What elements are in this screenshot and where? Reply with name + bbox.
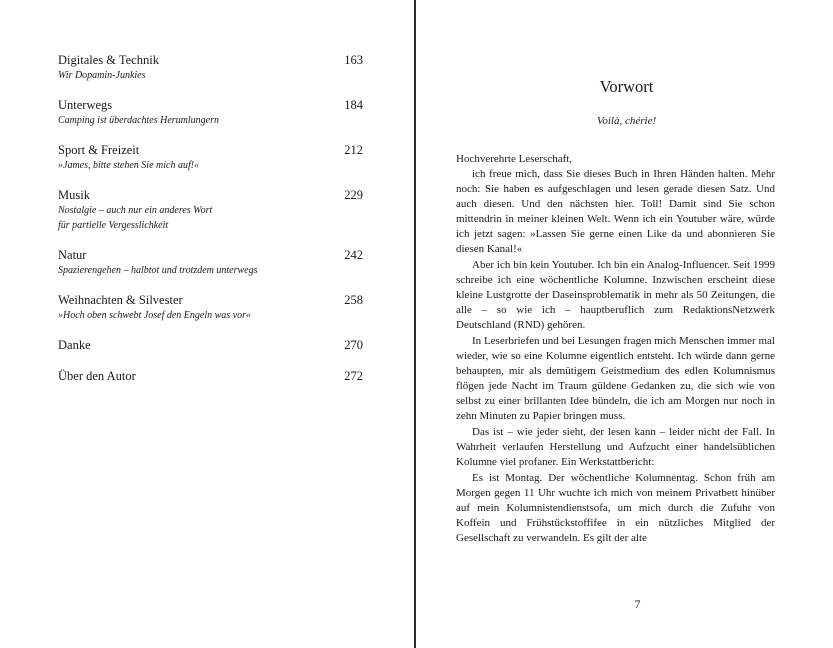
toc-entry-subtitle: Nostalgie – auch nur ein anderes Wort — [58, 205, 213, 216]
toc-entry-title: Musik — [58, 188, 90, 202]
toc-entry-page: 184 — [344, 98, 363, 112]
toc-entry-page: 229 — [344, 188, 363, 202]
toc-entry — [58, 187, 363, 233]
toc-line — [58, 247, 363, 263]
toc-line — [58, 187, 363, 203]
toc-entry-title: Über den Autor — [58, 369, 136, 383]
toc-entry-page: 270 — [344, 338, 363, 352]
toc-entry — [58, 292, 363, 323]
toc-line — [58, 337, 363, 353]
toc-entry-page: 242 — [344, 248, 363, 262]
toc-entry — [58, 247, 363, 278]
toc-entry-title: Danke — [58, 338, 91, 352]
foreword-salutation: Hochverehrte Leserschaft, — [456, 153, 573, 165]
toc-line — [58, 52, 363, 68]
foreword-title: Vorwort — [599, 77, 654, 96]
foreword-paragraph: Es ist Montag. Der wöchentliche Kolumnentag. Schon früh am Morgen gegen 11 Uhr wuchte ich mich von meinem Privatbett hinüber auf mein Kolumnistendienstsofa, um mich durch die Zufuhr von Koffein und Frühstückstoffifee in ein nützliches Mitglied der Gesellschaft zu verwandeln. Es gilt der alte — [456, 472, 775, 544]
toc-entry-subtitle: Wir Dopamin-Junkies — [58, 70, 146, 81]
toc-entry-title: Digitales & Technik — [58, 53, 159, 67]
toc-entry-title: Sport & Freizeit — [58, 143, 140, 157]
foreword-section — [456, 76, 775, 546]
toc-entry — [58, 52, 363, 83]
toc-entry-title: Natur — [58, 248, 87, 262]
toc-entry-page: 163 — [344, 53, 363, 67]
table-of-contents — [58, 52, 363, 399]
toc-line — [58, 292, 363, 308]
toc-entry-subtitle: »Hoch oben schwebt Josef den Engeln was vor« — [58, 310, 252, 321]
foreword-paragraph: Das ist – wie jeder sieht, der lesen kann – leider nicht der Fall. In Wahrheit verlaufen Herstellung und Aufzucht einer handelsüblichen Kolumne viel profaner. Ein Werkstattbericht: — [456, 426, 775, 468]
toc-entry-subtitle: für partielle Vergesslichkeit — [58, 220, 169, 231]
page-gutter-divider — [414, 0, 416, 648]
toc-entry-page: 212 — [344, 143, 363, 157]
foreword-paragraph: Aber ich bin kein Youtuber. Ich bin ein Analog-Influencer. Seit 1999 schreibe ich eine wöchentliche Kolumne. Inzwischen erscheint diese kleine Lustgrotte der Daseinsproblematik in mehr als 50 Zeitungen, die alle – so wie ich – hauptberuflich zum RedaktionsNetzwerk Deutschland (RND) gehören. — [456, 259, 775, 331]
toc-entry-subtitle: »James, bitte stehen Sie mich auf!« — [58, 160, 200, 171]
toc-entry-page: 272 — [344, 369, 363, 383]
toc-line — [58, 97, 363, 113]
toc-entry-subtitle: Camping ist überdachtes Herumlungern — [58, 115, 220, 126]
toc-entry — [58, 337, 363, 353]
toc-entry-title: Weihnachten & Silvester — [58, 293, 183, 307]
foreword-subtitle: Voilà, chérie! — [596, 115, 657, 127]
toc-entry-subtitle: Spazierengehen – halbtot und trotzdem unterwegs — [58, 265, 258, 276]
toc-entry — [58, 97, 363, 128]
foreword-paragraph: ich freue mich, dass Sie dieses Buch in Ihren Händen halten. Mehr noch: Sie haben es aufgeschlagen und lesen gerade diesen Satz. Und auch diesen. Und den nächsten hier. Toll! Damit sind Sie schon mittendrin in meiner kleinen Welt. Wenn ich ein Youtuber wäre, würde ich jetzt sagen: »Lassen Sie gerne einen Like da und abonnieren Sie diesen Kanal!« — [456, 168, 775, 255]
toc-line — [58, 142, 363, 158]
toc-line — [58, 368, 363, 384]
foreword-paragraph: In Leserbriefen und bei Lesungen fragen mich Menschen immer mal wieder, wie so eine Kolumne eigentlich entsteht. Ich würde dann gerne behaupten, mir als demütigem Geistmedium des edlen Kolumnismus flögen jede Nacht im Traum güldene Gedanken zu, die sich wie von selbst zu einer brillanten Idee bündeln, die ich am Morgen nur noch in zehn Minuten zu Papier bringen muss. — [456, 335, 775, 422]
toc-entry — [58, 142, 363, 173]
toc-entry-page: 258 — [344, 293, 363, 307]
page-number: 7 — [634, 597, 641, 611]
toc-entry-title: Unterwegs — [58, 98, 113, 112]
toc-entry — [58, 368, 363, 384]
foreword-body — [456, 152, 775, 546]
